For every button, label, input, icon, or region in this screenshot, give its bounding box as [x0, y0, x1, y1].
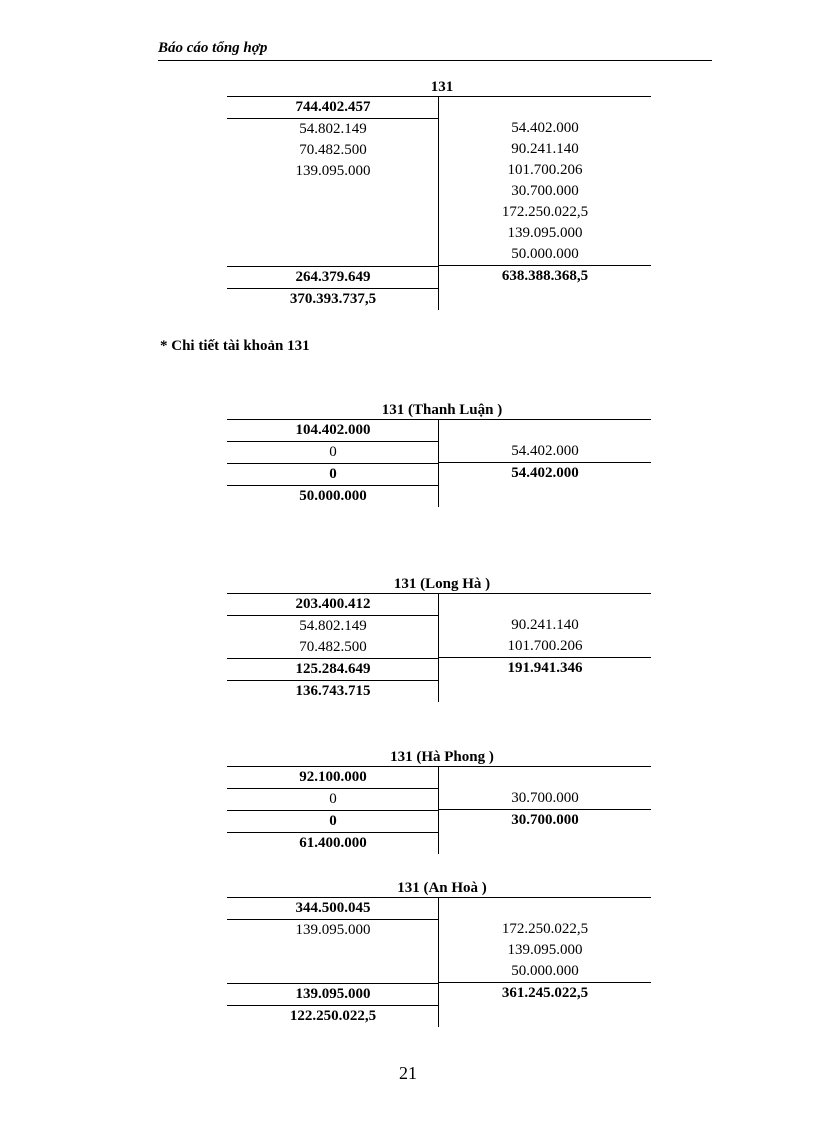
- credit-spacer: [439, 484, 651, 505]
- closing-debit: 122.250.022,5: [289, 1008, 377, 1024]
- credit-entry: 54.402.000: [511, 120, 579, 136]
- account-body: [227, 898, 651, 1027]
- account-divider: [438, 898, 439, 1027]
- opening-debit: 203.400.412: [227, 594, 439, 616]
- account-title: 131 (An Hoà ): [397, 880, 487, 896]
- credit-entry: 30.700.000: [511, 183, 579, 199]
- debit-entry: 70.482.500: [299, 142, 367, 158]
- header-rule: [158, 60, 712, 61]
- debit-spacer: [227, 245, 439, 267]
- account-title: 131: [430, 79, 454, 95]
- debit-entry: 54.802.149: [299, 121, 367, 137]
- debit-spacer: [227, 224, 439, 245]
- debit-entry: 139.095.000: [295, 163, 371, 179]
- account-divider: [438, 767, 439, 854]
- t-account-thanh-luan: [227, 402, 651, 507]
- debit-column: [227, 594, 439, 702]
- credit-column: [439, 594, 651, 702]
- credit-entry: 50.000.000: [439, 961, 651, 983]
- account-title: 131 (Long Hà ): [393, 576, 491, 592]
- account-body: [227, 420, 651, 507]
- debit-column: [227, 898, 439, 1027]
- total-credit: 361.245.022,5: [501, 985, 589, 1001]
- total-credit: 30.700.000: [511, 812, 579, 828]
- t-account-an-hoa: [227, 880, 651, 1027]
- opening-debit: 92.100.000: [227, 767, 439, 789]
- credit-spacer: [439, 420, 651, 441]
- account-body: [227, 767, 651, 854]
- debit-entry: 139.095.000: [295, 922, 371, 938]
- debit-entry: 0: [227, 442, 439, 464]
- credit-spacer: [439, 831, 651, 852]
- credit-spacer: [439, 594, 651, 615]
- credit-entry: 139.095.000: [507, 225, 583, 241]
- debit-spacer: [227, 182, 439, 203]
- t-account-131: [227, 79, 651, 310]
- credit-entry: 50.000.000: [439, 244, 651, 266]
- total-debit: 0: [227, 811, 439, 833]
- total-debit: 125.284.649: [227, 659, 439, 681]
- account-divider: [438, 420, 439, 507]
- credit-spacer: [439, 287, 651, 308]
- opening-debit: 744.402.457: [227, 97, 439, 119]
- closing-debit: 50.000.000: [299, 488, 367, 504]
- account-divider: [438, 594, 439, 702]
- credit-entry: 172.250.022,5: [501, 921, 589, 937]
- page-number: 21: [399, 1063, 417, 1083]
- debit-spacer: [227, 203, 439, 224]
- debit-column: [227, 420, 439, 507]
- credit-entry: 139.095.000: [507, 942, 583, 958]
- debit-column: [227, 767, 439, 854]
- closing-debit: 61.400.000: [299, 835, 367, 851]
- credit-column: [439, 420, 651, 507]
- credit-entry: 30.700.000: [439, 788, 651, 810]
- closing-debit: 136.743.715: [295, 683, 371, 699]
- credit-entry: 101.700.206: [439, 636, 651, 658]
- debit-entry: 70.482.500: [227, 637, 439, 659]
- credit-spacer: [439, 898, 651, 919]
- t-account-ha-phong: [227, 749, 651, 854]
- credit-spacer: [439, 97, 651, 118]
- account-body: [227, 594, 651, 702]
- closing-debit: 370.393.737,5: [289, 291, 377, 307]
- debit-entry: 54.802.149: [299, 618, 367, 634]
- credit-column: [439, 97, 651, 310]
- total-credit: 191.941.346: [507, 660, 583, 676]
- opening-debit: 344.500.045: [227, 898, 439, 920]
- section-heading: * Chi tiết tài khoản 131: [160, 338, 310, 354]
- credit-spacer: [439, 1004, 651, 1025]
- credit-column: [439, 767, 651, 854]
- account-body: [227, 97, 651, 310]
- total-debit: 139.095.000: [227, 984, 439, 1006]
- credit-entry: 101.700.206: [507, 162, 583, 178]
- credit-entry: 90.241.140: [511, 141, 579, 157]
- credit-entry: 90.241.140: [511, 617, 579, 633]
- total-debit: 264.379.649: [227, 267, 439, 289]
- debit-entry: 0: [227, 789, 439, 811]
- opening-debit: 104.402.000: [227, 420, 439, 442]
- credit-spacer: [439, 679, 651, 700]
- account-divider: [438, 97, 439, 310]
- total-credit: 638.388.368,5: [501, 268, 589, 284]
- debit-column: [227, 97, 439, 310]
- total-debit: 0: [227, 464, 439, 486]
- debit-spacer: [227, 962, 439, 984]
- report-header: Báo cáo tổng hợp: [158, 40, 268, 56]
- account-title: 131 (Hà Phong ): [390, 749, 494, 765]
- credit-entry: 172.250.022,5: [501, 204, 589, 220]
- account-title: 131 (Thanh Luận ): [381, 402, 503, 418]
- credit-column: [439, 898, 651, 1027]
- credit-entry: 54.402.000: [439, 441, 651, 463]
- t-account-long-ha: [227, 576, 651, 702]
- total-credit: 54.402.000: [511, 465, 579, 481]
- credit-spacer: [439, 767, 651, 788]
- debit-spacer: [227, 941, 439, 962]
